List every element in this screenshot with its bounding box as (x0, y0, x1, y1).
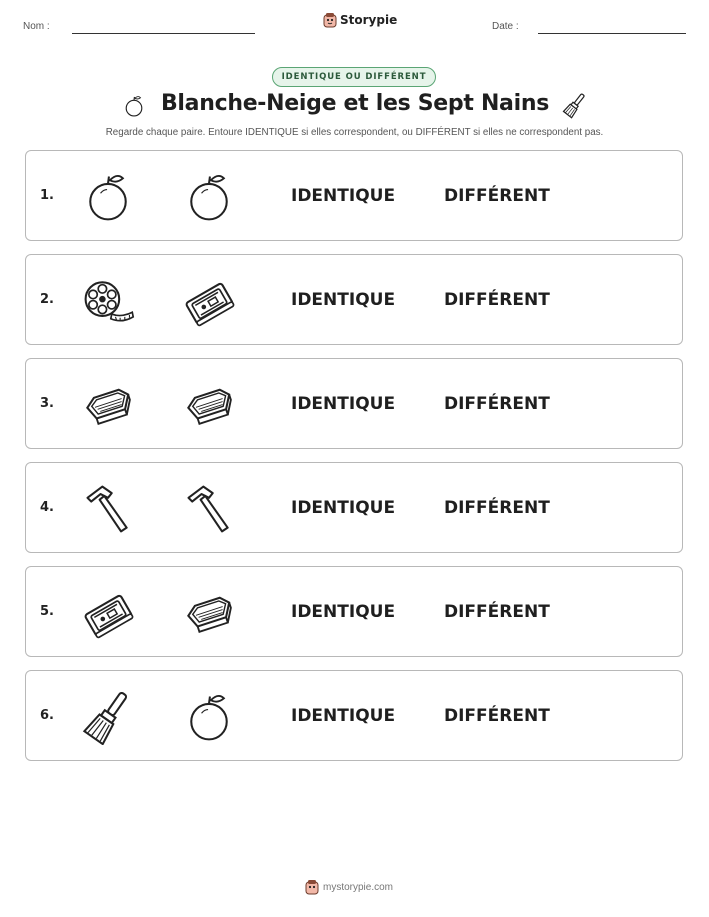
mousetrap-icon (181, 273, 237, 329)
question-number: 1. (40, 188, 54, 203)
question-row (25, 254, 683, 345)
option-different[interactable]: DIFFÉRENT (444, 706, 550, 726)
question-number: 2. (40, 292, 54, 307)
storypie-mascot-icon (305, 879, 319, 895)
question-number: 6. (40, 708, 54, 723)
option-different[interactable]: DIFFÉRENT (444, 602, 550, 622)
question-number: 3. (40, 396, 54, 411)
apple-icon (181, 689, 237, 745)
option-same[interactable]: IDENTIQUE (291, 290, 396, 310)
question-row (25, 670, 683, 761)
instructions: Regarde chaque paire. Entoure IDENTIQUE si elles correspondent, ou DIFFÉRENT si elles ne correspondent pas. (105, 127, 604, 138)
option-same[interactable]: IDENTIQUE (291, 186, 396, 206)
name-field[interactable] (72, 33, 255, 34)
hammer-icon (181, 481, 237, 537)
page-title: Blanche-Neige et les Sept Nains (160, 91, 550, 116)
question-row (25, 358, 683, 449)
question-row (25, 566, 683, 657)
date-field[interactable] (538, 33, 686, 34)
coffin-icon (80, 377, 136, 433)
apple-icon (181, 169, 237, 225)
brush-icon (561, 90, 589, 120)
apple-icon (80, 169, 136, 225)
brand-logo (323, 12, 397, 28)
apple-icon (121, 93, 147, 119)
option-different[interactable]: DIFFÉRENT (444, 186, 550, 206)
footer-url: mystorypie.com (323, 881, 394, 893)
name-label: Nom : (23, 21, 50, 32)
option-same[interactable]: IDENTIQUE (291, 602, 396, 622)
option-same[interactable]: IDENTIQUE (291, 394, 396, 414)
storypie-mascot-icon (323, 12, 337, 28)
option-different[interactable]: DIFFÉRENT (444, 498, 550, 518)
option-same[interactable]: IDENTIQUE (291, 706, 396, 726)
worksheet-type-badge: IDENTIQUE OU DIFFÉRENT (272, 67, 436, 87)
option-same[interactable]: IDENTIQUE (291, 498, 396, 518)
question-row (25, 462, 683, 553)
question-number: 5. (40, 604, 54, 619)
coffin-icon (181, 377, 237, 433)
brand-name: Storypie (340, 13, 398, 27)
brush-icon (80, 689, 136, 745)
hammer-icon (80, 481, 136, 537)
mousetrap-icon (80, 585, 136, 641)
coffin-icon (181, 585, 237, 641)
film-reel-icon (80, 273, 136, 329)
option-different[interactable]: DIFFÉRENT (444, 290, 550, 310)
option-different[interactable]: DIFFÉRENT (444, 394, 550, 414)
footer (305, 879, 393, 895)
question-row (25, 150, 683, 241)
question-number: 4. (40, 500, 54, 515)
date-label: Date : (492, 21, 519, 32)
